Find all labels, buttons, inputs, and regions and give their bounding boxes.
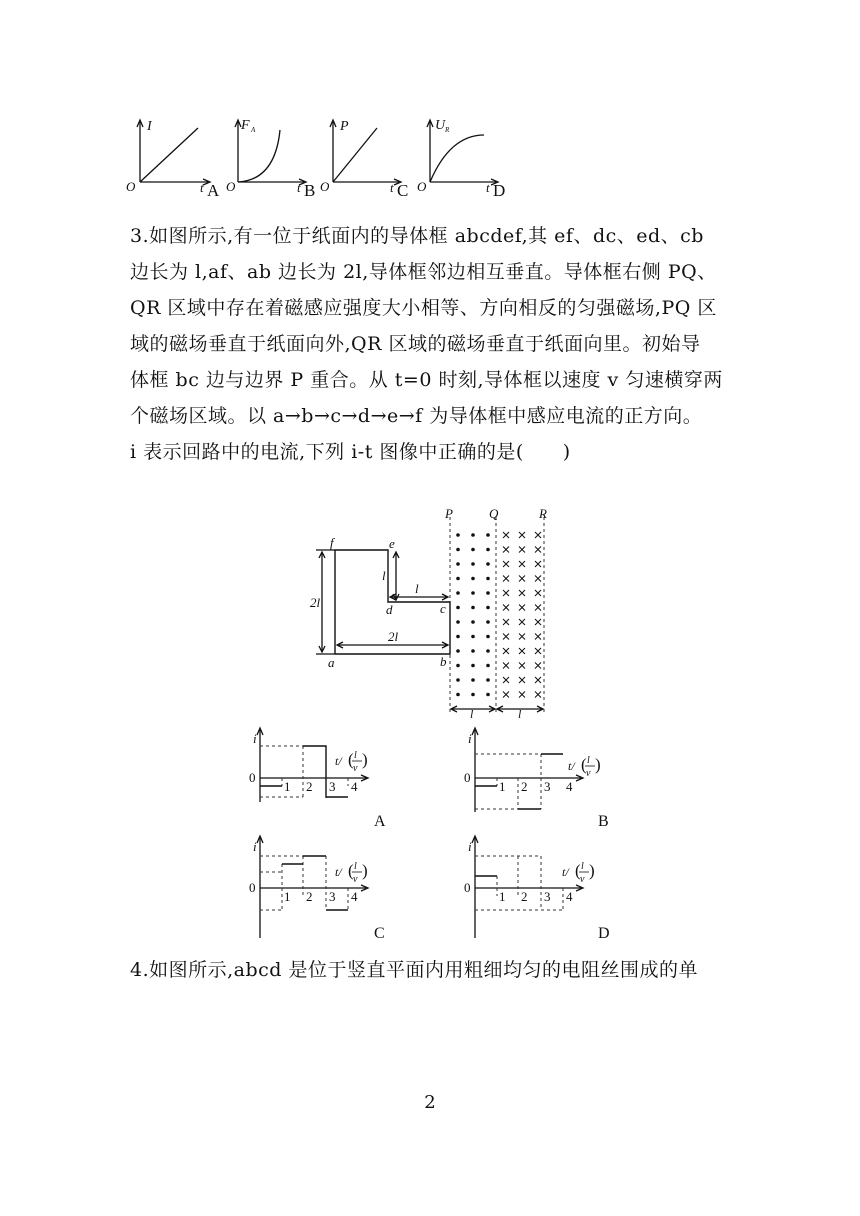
graph-c-option: C [397,181,409,200]
field-dot [471,591,475,595]
field-cross [519,561,525,567]
field-dot [486,693,490,697]
top-graphs [120,110,520,205]
option-c-ylabel: i [253,839,257,854]
field-dot [456,533,460,537]
option-d-tick-1: 1 [499,889,506,904]
option-a-graph [249,728,386,830]
field-cross [503,677,509,683]
field-dot [456,635,460,639]
dim-l-qr: l [518,707,522,720]
field-cross [503,576,509,582]
dim-l-dc: l [415,581,419,596]
field-dot [471,606,475,610]
field-cross [535,663,541,669]
graph-b-ysub: A [251,126,256,134]
vertex-b: b [440,654,447,669]
option-c-unit-den: v [353,874,358,885]
field-dot [456,620,460,624]
field-cross [503,648,509,654]
option-a-label: A [374,813,386,830]
field-dot [456,591,460,595]
option-d-tick-2: 2 [521,889,528,904]
graph-d-ylabel: U [435,118,446,133]
field-dot [471,548,475,552]
label-r: R [539,506,547,521]
svg-text:(: ( [348,750,354,769]
field-dot [456,678,460,682]
field-dot [486,591,490,595]
field-dot [471,678,475,682]
field-cross [519,605,525,611]
graph-d-origin: O [417,179,427,194]
field-dot [471,664,475,668]
option-b-graph [464,728,609,830]
label-p: P [445,506,453,521]
field-marks [456,532,541,698]
label-q: Q [489,506,499,521]
field-dot [471,620,475,624]
field-dot [471,693,475,697]
field-dot [486,548,490,552]
field-cross [535,532,541,538]
graph-b-option: B [304,181,316,200]
question-3-line: 边长为 l,af、ab 边长为 2l,导体框邻边相互垂直。导体框右侧 PQ、 [130,261,717,283]
option-d-graph [464,836,610,942]
option-c-tick-2: 2 [306,889,313,904]
field-dot [456,548,460,552]
question-3-line: 体框 bc 边与边界 P 重合。从 t=0 时刻,导体框以速度 v 匀速横穿两 [130,369,723,391]
field-dot [486,562,490,566]
field-cross [535,561,541,567]
field-dot [471,577,475,581]
question-3-line: 域的磁场垂直于纸面向外,QR 区域的磁场垂直于纸面向里。初始导 [130,333,701,355]
field-dot [486,678,490,682]
graph-d-option: D [493,181,506,200]
field-dot [456,649,460,653]
svg-text:(: ( [348,861,354,880]
field-cross [535,590,541,596]
svg-text:): ) [589,861,595,880]
option-c-label: C [374,925,385,942]
field-cross [519,692,525,698]
field-dot [456,577,460,581]
graph-c-origin: O [320,179,330,194]
field-cross [503,634,509,640]
field-dot [486,577,490,581]
option-graphs [248,722,628,947]
svg-text:): ) [362,750,368,769]
option-a-unit-den: v [353,763,358,774]
option-c-graph [249,836,385,942]
field-cross [535,576,541,582]
option-b-tick-1: 1 [499,779,506,794]
field-dot [486,664,490,668]
question-3 [130,218,730,470]
option-a-tick-2: 2 [306,779,313,794]
svg-text:(: ( [581,755,587,774]
graph-b-xlabel: t [297,180,301,195]
graph-a-curve [140,128,198,182]
field-cross [503,590,509,596]
question-3-line: 个磁场区域。以 a→b→c→d→e→f 为导体框中感应电流的正方向。 [130,405,703,427]
field-cross [535,547,541,553]
question-3-line: QR 区域中存在着磁感应强度大小相等、方向相反的匀强磁场,PQ 区 [130,297,717,319]
option-a-xlabel: t/ [335,754,342,768]
field-dot [456,606,460,610]
option-d-unit-den: v [580,874,585,885]
graph-a-xlabel: t [200,180,204,195]
field-cross [519,532,525,538]
graph-a-ylabel: I [147,119,152,134]
field-cross [503,532,509,538]
option-c-tick-1: 1 [284,889,291,904]
graph-b-ylabel: F [241,118,250,133]
option-b-ylabel: i [468,731,472,746]
field-dot [471,562,475,566]
option-d-ylabel: i [468,839,472,854]
graph-c-xlabel: t [390,180,394,195]
vertex-f: f [330,535,334,550]
question-3-line: i 表示回路中的电流,下列 i-t 图像中正确的是( ) [130,441,571,463]
graph-b-curve [238,130,280,182]
vertex-e: e [389,536,395,551]
field-cross [503,663,509,669]
field-cross [503,561,509,567]
field-dot [486,533,490,537]
field-dot [456,693,460,697]
option-c-tick-3: 3 [329,889,336,904]
field-cross [519,663,525,669]
field-dot [471,533,475,537]
option-c-unit-num: l [354,861,357,872]
option-b-unit-den: v [586,768,591,779]
vertex-a: a [328,655,335,670]
option-d-label: D [598,925,610,942]
option-b-tick-3: 3 [544,779,551,794]
graph-d-curve [430,135,484,182]
graph-b-origin: O [226,179,236,194]
question-3-line: 3.如图所示,有一位于纸面内的导体框 abcdef,其 ef、dc、ed、cb [130,225,704,247]
option-a-tick-1: 1 [284,779,291,794]
question-4 [130,952,730,988]
graph-c [320,119,408,200]
dim-l-pq: l [470,707,474,720]
field-dot [486,606,490,610]
graph-a-option: A [207,181,220,200]
dim-l-ed: l [382,568,386,583]
field-dot [471,635,475,639]
frame-field-figure [300,505,570,720]
field-cross [535,634,541,640]
field-cross [519,677,525,683]
field-dot [486,635,490,639]
graph-c-curve [333,128,377,182]
option-a-ylabel: i [253,731,257,746]
vertex-c: c [440,601,446,616]
option-c-origin: 0 [249,880,256,895]
vertex-d: d [386,602,393,617]
svg-text:): ) [362,861,368,880]
field-cross [535,648,541,654]
field-cross [519,547,525,553]
graph-d [417,118,505,200]
field-cross [519,576,525,582]
field-cross [535,619,541,625]
field-cross [503,619,509,625]
graph-d-ysub: R [445,126,450,134]
field-dot [486,620,490,624]
option-a-tick-4: 4 [351,779,358,794]
option-b-unit-num: l [587,755,590,766]
option-c-xlabel: t/ [335,865,342,879]
graph-d-xlabel: t [486,180,490,195]
option-b-label: B [598,813,609,830]
option-d-tick-3: 3 [544,889,551,904]
field-dot [456,664,460,668]
graph-a-origin: O [126,179,136,194]
option-b-origin: 0 [464,770,471,785]
option-c-tick-4: 4 [351,889,358,904]
question-4-line: 4.如图所示,abcd 是位于竖直平面内用粗细均匀的电阻丝围成的单 [130,959,699,981]
option-d-xlabel: t/ [562,865,569,879]
field-cross [503,605,509,611]
option-d-tick-4: 4 [566,889,573,904]
field-cross [535,605,541,611]
field-cross [503,547,509,553]
field-cross [503,692,509,698]
field-dot [456,562,460,566]
page-number: 2 [424,1092,436,1113]
field-cross [519,634,525,640]
field-cross [519,648,525,654]
dim-2l-vertical: 2l [310,595,321,610]
option-b-xlabel: t/ [568,759,575,773]
field-cross [535,677,541,683]
dim-2l-horizontal: 2l [388,629,399,644]
graph-a [126,119,220,200]
svg-text:): ) [595,755,601,774]
field-dot [471,649,475,653]
option-b-tick-4: 4 [566,779,573,794]
field-cross [519,619,525,625]
field-cross [535,692,541,698]
option-d-origin: 0 [464,880,471,895]
field-dot [486,649,490,653]
svg-text:(: ( [575,861,581,880]
option-a-tick-3: 3 [329,779,336,794]
graph-b [226,118,315,200]
graph-c-ylabel: P [340,119,349,134]
option-b-tick-2: 2 [521,779,528,794]
option-a-origin: 0 [249,770,256,785]
option-a-unit-num: l [354,750,357,761]
field-cross [519,590,525,596]
option-d-unit-num: l [581,861,584,872]
